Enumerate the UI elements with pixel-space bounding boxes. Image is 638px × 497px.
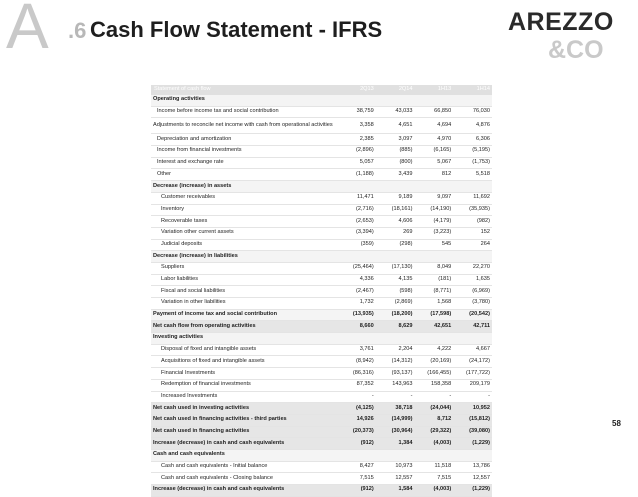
- table-row: [151, 403, 492, 415]
- row-value: 545: [441, 240, 452, 247]
- row-value: 11,471: [357, 194, 374, 201]
- row-value: [376, 95, 415, 106]
- row-value: 42,651: [415, 321, 454, 333]
- row-value: 4,651: [398, 121, 413, 128]
- row-value: [453, 95, 492, 106]
- row-value: 143,963: [392, 381, 413, 388]
- table-row: [151, 192, 492, 204]
- row-value: (25,464): [352, 264, 374, 271]
- row-value: (20,542): [453, 309, 492, 321]
- row-value: (298): [399, 240, 413, 247]
- table-row: [151, 438, 492, 450]
- row-value: [453, 181, 492, 193]
- table-row: [151, 181, 492, 193]
- row-value: 4,135: [398, 276, 413, 283]
- row-value: (20,373): [337, 426, 376, 438]
- row-value: 158,358: [431, 381, 452, 388]
- row-value: 4,970: [437, 135, 452, 142]
- row-value: [337, 181, 376, 193]
- row-label: Financial Investments: [161, 369, 216, 376]
- row-value: -: [371, 392, 374, 399]
- row-label: Decrease (increase) in assets: [151, 181, 337, 193]
- row-label: Customer receivables: [161, 194, 216, 201]
- row-value: (17,130): [391, 264, 413, 271]
- row-value: (93,137): [391, 369, 413, 376]
- row-value: 812: [441, 170, 452, 177]
- row-value: [337, 333, 376, 345]
- row-value: (39,080): [453, 426, 492, 438]
- section-number: .6: [68, 18, 87, 43]
- row-value: (6,969): [472, 287, 490, 294]
- row-value: [415, 449, 454, 461]
- row-value: (885): [399, 147, 413, 154]
- row-value: 2,204: [398, 346, 413, 353]
- row-value: 1,732: [359, 299, 374, 306]
- row-value: 8,427: [359, 463, 374, 470]
- table-row: [151, 391, 492, 403]
- row-label: Income before income tax and social contribution: [157, 108, 279, 115]
- table-row: [151, 216, 492, 228]
- row-label: Fiscal and social liabilities: [161, 287, 226, 294]
- row-value: (2,467): [356, 287, 374, 294]
- column-header: Statement of cash flow: [151, 85, 337, 95]
- table-row: [151, 356, 492, 368]
- row-value: 3,439: [398, 170, 413, 177]
- row-value: -: [488, 392, 490, 399]
- table-row: [151, 461, 492, 473]
- row-value: (982): [476, 217, 490, 224]
- row-value: (8,771): [433, 287, 452, 294]
- row-value: (4,003): [415, 438, 454, 450]
- row-value: (1,229): [453, 438, 492, 450]
- table-row: [151, 157, 492, 169]
- row-value: 7,515: [437, 474, 452, 481]
- row-value: [415, 95, 454, 106]
- row-value: (912): [337, 485, 376, 497]
- row-value: 1,584: [376, 485, 415, 497]
- row-value: [453, 333, 492, 345]
- table-row: [151, 473, 492, 485]
- row-value: 76,030: [472, 108, 490, 115]
- row-value: 5,057: [359, 159, 374, 166]
- row-value: (24,172): [469, 357, 490, 364]
- slide-header: [0, 0, 638, 66]
- row-label: Depreciation and amortization: [157, 135, 232, 142]
- row-value: 66,850: [434, 108, 452, 115]
- row-value: (2,653): [356, 217, 374, 224]
- row-value: -: [449, 392, 452, 399]
- row-value: 8,660: [337, 321, 376, 333]
- row-label: Increase (decrease) in cash and cash equivalents: [151, 485, 337, 497]
- row-label: Cash and cash equivalents - Closing balance: [161, 474, 273, 481]
- row-value: (2,869): [394, 299, 413, 306]
- row-label: Investing activities: [151, 333, 337, 345]
- row-value: 8,629: [376, 321, 415, 333]
- row-value: 1,635: [476, 276, 490, 283]
- column-header: 1H13: [415, 85, 454, 95]
- row-value: 4,694: [437, 121, 452, 128]
- row-value: (4,003): [415, 485, 454, 497]
- row-label: Cash and cash equivalents: [151, 449, 337, 461]
- table-row: [151, 227, 492, 239]
- row-value: (1,188): [356, 170, 374, 177]
- table-row: [151, 414, 492, 426]
- row-value: (181): [438, 276, 452, 283]
- row-value: [376, 333, 415, 345]
- table-row: [151, 379, 492, 391]
- row-value: (17,598): [415, 309, 454, 321]
- row-value: 5,518: [476, 170, 490, 177]
- row-label: Redemption of financial investments: [161, 381, 251, 388]
- row-value: (14,312): [391, 357, 413, 364]
- row-value: -: [410, 392, 413, 399]
- table-row: [151, 169, 492, 181]
- row-value: [415, 251, 454, 263]
- row-value: (4,179): [433, 217, 452, 224]
- row-value: (5,195): [472, 147, 490, 154]
- row-value: 38,718: [376, 403, 415, 415]
- row-value: 6,306: [476, 135, 490, 142]
- row-label: Net cash used in financing activities - third parties: [151, 414, 337, 426]
- row-label: Increase (decrease) in cash and cash equivalents: [151, 438, 337, 450]
- row-value: 1,568: [437, 299, 452, 306]
- cash-flow-table: [151, 85, 492, 497]
- table-row: [151, 146, 492, 158]
- table-body: [151, 95, 492, 496]
- row-value: 12,557: [395, 474, 413, 481]
- table-row: [151, 298, 492, 310]
- table-row: [151, 106, 492, 118]
- row-value: 10,973: [395, 463, 413, 470]
- row-value: (3,223): [433, 229, 452, 236]
- row-value: (177,722): [466, 369, 490, 376]
- row-label: Decrease (increase) in liabilities: [151, 251, 337, 263]
- table-row: [151, 333, 492, 345]
- row-value: 4,336: [359, 276, 374, 283]
- row-value: 2,385: [359, 135, 374, 142]
- row-value: 264: [480, 240, 490, 247]
- row-value: 38,759: [356, 108, 374, 115]
- row-value: (14,190): [430, 205, 452, 212]
- row-value: [376, 251, 415, 263]
- row-value: [415, 181, 454, 193]
- row-value: (86,316): [352, 369, 374, 376]
- row-value: (4,125): [337, 403, 376, 415]
- row-label: Income from financial investments: [157, 147, 242, 154]
- row-value: (2,896): [356, 147, 374, 154]
- row-value: [453, 449, 492, 461]
- row-value: 8,712: [415, 414, 454, 426]
- table-row: [151, 344, 492, 356]
- row-value: 4,606: [398, 217, 413, 224]
- row-value: 22,270: [472, 264, 490, 271]
- row-value: [453, 251, 492, 263]
- row-value: (598): [399, 287, 413, 294]
- row-label: Increased Investments: [161, 392, 218, 399]
- table-row: [151, 262, 492, 274]
- row-value: 3,358: [359, 121, 374, 128]
- row-label: Interest and exchange rate: [157, 159, 224, 166]
- logo-line1: AREZZO: [508, 8, 614, 36]
- row-value: 43,033: [395, 108, 413, 115]
- row-label: Payment of income tax and social contribution: [151, 309, 337, 321]
- row-value: 209,179: [469, 381, 490, 388]
- row-value: (2,716): [356, 205, 374, 212]
- row-value: 12,557: [472, 474, 490, 481]
- table-row: [151, 239, 492, 251]
- row-value: 42,711: [453, 321, 492, 333]
- table-row: [151, 274, 492, 286]
- row-value: (3,780): [472, 299, 490, 306]
- row-value: (8,942): [356, 357, 374, 364]
- row-value: (166,455): [427, 369, 452, 376]
- row-value: [376, 449, 415, 461]
- row-value: 1,384: [376, 438, 415, 450]
- table-row: [151, 118, 492, 134]
- row-value: 11,518: [434, 463, 452, 470]
- table-row: [151, 449, 492, 461]
- row-label: Operating activities: [151, 95, 337, 106]
- row-value: (1,229): [453, 485, 492, 497]
- row-value: (3,394): [356, 229, 374, 236]
- logo-line2: &CO: [548, 36, 604, 64]
- row-label: Disposal of fixed and intangible assets: [161, 346, 257, 353]
- row-label: Other: [157, 170, 171, 177]
- row-value: (29,322): [415, 426, 454, 438]
- row-value: (30,964): [376, 426, 415, 438]
- table-row: [151, 426, 492, 438]
- row-value: 8,049: [437, 264, 452, 271]
- row-label: Acquisitions of fixed and intangible assets: [161, 357, 265, 364]
- row-label: Recoverable taxes: [161, 217, 208, 224]
- row-value: 9,189: [398, 194, 413, 201]
- row-value: (14,999): [376, 414, 415, 426]
- row-value: 5,067: [437, 159, 452, 166]
- table-row: [151, 309, 492, 321]
- row-value: 14,926: [337, 414, 376, 426]
- table-row: [151, 368, 492, 380]
- column-header: 2Q13: [337, 85, 376, 95]
- row-value: 4,876: [476, 121, 490, 128]
- page-title: Cash Flow Statement - IFRS: [90, 17, 383, 42]
- row-value: 3,097: [398, 135, 413, 142]
- row-value: [415, 333, 454, 345]
- arezzo-logo: [508, 6, 632, 66]
- row-value: 3,761: [359, 346, 374, 353]
- row-value: [337, 251, 376, 263]
- row-label: Variation in other liabilities: [161, 299, 226, 306]
- row-value: 152: [480, 229, 490, 236]
- page-number: 58: [612, 419, 621, 428]
- table-row: [151, 204, 492, 216]
- row-value: (6,165): [433, 147, 452, 154]
- row-value: (13,935): [337, 309, 376, 321]
- row-value: 269: [403, 229, 413, 236]
- cash-flow-table-container: [151, 85, 492, 497]
- row-value: (800): [399, 159, 413, 166]
- row-value: (1,753): [472, 159, 490, 166]
- table-row: [151, 485, 492, 497]
- row-value: [337, 95, 376, 106]
- row-label: Labor liabilities: [161, 276, 199, 283]
- row-value: (35,935): [469, 205, 490, 212]
- row-value: 11,692: [473, 194, 490, 201]
- row-value: 4,222: [437, 346, 452, 353]
- column-header: 1H14: [453, 85, 492, 95]
- row-value: 9,097: [437, 194, 452, 201]
- row-label: Judicial deposits: [161, 240, 203, 247]
- column-header: 2Q14: [376, 85, 415, 95]
- row-value: 4,667: [476, 346, 490, 353]
- row-label: Suppliers: [161, 264, 185, 271]
- row-value: [376, 181, 415, 193]
- row-value: (18,200): [376, 309, 415, 321]
- row-value: [337, 449, 376, 461]
- row-value: 87,352: [356, 381, 374, 388]
- row-label: Net cash flow from operating activities: [151, 321, 337, 333]
- table-row: [151, 95, 492, 106]
- row-value: (20,169): [430, 357, 452, 364]
- row-value: 13,786: [472, 463, 490, 470]
- row-value: (359): [360, 240, 374, 247]
- section-letter: A: [6, 0, 49, 62]
- row-label: Net cash used in investing activities: [151, 403, 337, 415]
- table-row: [151, 286, 492, 298]
- row-value: (24,044): [415, 403, 454, 415]
- row-value: (912): [337, 438, 376, 450]
- row-label: Adjustments to reconcile net income with cash from operational activities: [153, 121, 333, 128]
- table-row: [151, 134, 492, 146]
- row-label: Inventory: [161, 205, 185, 212]
- row-value: 7,515: [359, 474, 374, 481]
- row-value: (18,161): [391, 205, 413, 212]
- row-value: (15,812): [453, 414, 492, 426]
- row-label: Net cash used in financing activities: [151, 426, 337, 438]
- row-label: Cash and cash equivalents - Initial balance: [161, 463, 268, 470]
- table-row: [151, 321, 492, 333]
- row-label: Variation other current assets: [161, 229, 234, 236]
- row-value: 10,952: [453, 403, 492, 415]
- table-header-row: [151, 85, 492, 95]
- table-row: [151, 251, 492, 263]
